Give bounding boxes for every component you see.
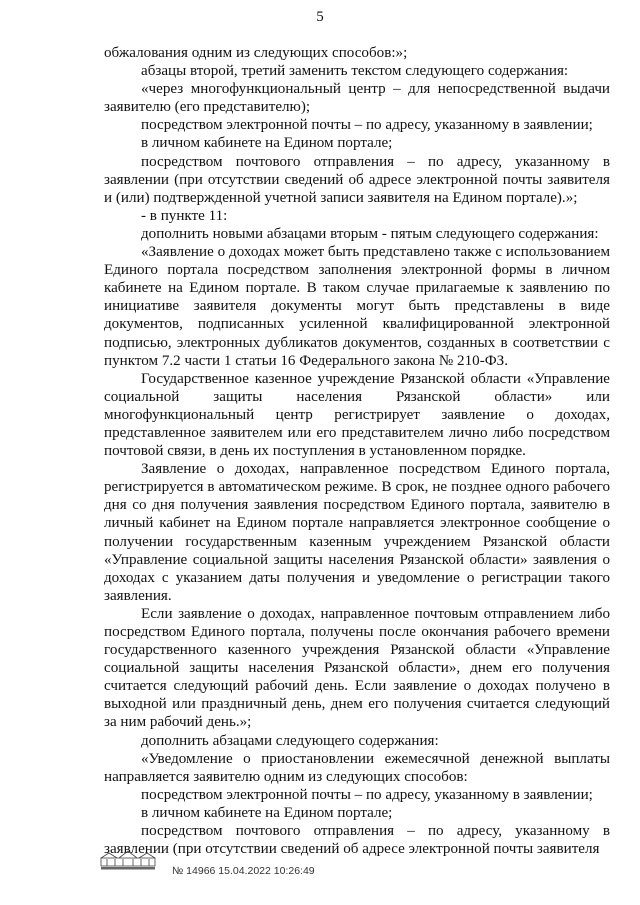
paragraph: Если заявление о доходах, направленное почтовым отправлением либо посредством Единого портала, получены после окончания рабочего времени государственного казенного учреждения Рязанской области «Управление социальной защиты населения Рязанской области», днем его получения считается следующий рабочий день. Если заявление о доходах получено в выходной или праздничный день, днем его получения считается следующий за ним рабочий день.»; [104, 605, 610, 731]
paragraph: Государственное казенное учреждение Рязанской области «Управление социальной защиты населения Рязанской области» или многофункциональный центр регистрирует заявление о доходах, представленное заявителем или его представителем лично либо посредством почтовой связи, в день их поступления в установленном порядке. [104, 370, 610, 460]
paragraph: посредством электронной почты – по адресу, указанному в заявлении; [141, 117, 593, 134]
paragraph: дополнить новыми абзацами вторым - пятым следующего содержания: [141, 225, 599, 242]
paragraph: посредством почтового отправления – по адресу, указанному в заявлении (при отсутствии сведений об адресе электронной почты заявителя [104, 823, 610, 858]
paragraph: обжалования одним из следующих способов:»; [104, 45, 408, 61]
paragraph: дополнить абзацами следующего содержания: [141, 732, 439, 749]
registry-stamp-logo [97, 849, 159, 871]
paragraph: в личном кабинете на Едином портале; [141, 135, 393, 152]
paragraph: «Уведомление о приостановлении ежемесячной денежной выплаты направляется заявителю одним из следующих способов: [104, 750, 610, 785]
paragraph: «Заявление о доходах может быть представлено также с использованием Единого портала посредством заполнения электронной формы в личном кабинете на Едином портале. В таком случае прилагаемые к заявлению по инициативе заявителя документы могут быть представлены в виде документов, подписанных усиленной квалифицированной электронной подписью, электронных дубликатов документов, созданных в соответствии с пунктом 7.2 части 1 статьи 16 Федерального закона № 210-ФЗ. [104, 244, 610, 369]
paragraph: посредством почтового отправления – по адресу, указанному в заявлении (при отсутствии сведений об адресе электронной почты заявителя и (или) подтвержденной учетной записи заявителя на Едином портале).»; [104, 153, 610, 206]
document-body [104, 44, 610, 858]
paragraph: - в пункте 11: [141, 207, 228, 224]
paragraph: в личном кабинете на Едином портале; [141, 804, 393, 821]
paragraph: посредством электронной почты – по адресу, указанному в заявлении; [141, 786, 593, 803]
document-registration-number: № 14966 15.04.2022 10:26:49 [172, 865, 315, 877]
page-number: 5 [316, 9, 324, 25]
paragraph: Заявление о доходах, направленное посредством Единого портала, регистрируется в автоматическом режиме. В срок, не позднее одного рабочего дня со дня получения заявления посредством Единого портала, заявителю в личный кабинет на Едином портале направляется электронное сообщение о получении государственным казенным учреждением Рязанской области «Управление социальной защиты населения Рязанской области» заявления о доходах с указанием даты получения и уведомление о регистрации такого заявления. [104, 461, 610, 604]
paragraph: «через многофункциональный центр – для непосредственной выдачи заявителю (его представителю); [104, 81, 610, 116]
paragraph: абзацы второй, третий заменить текстом следующего содержания: [141, 63, 569, 80]
